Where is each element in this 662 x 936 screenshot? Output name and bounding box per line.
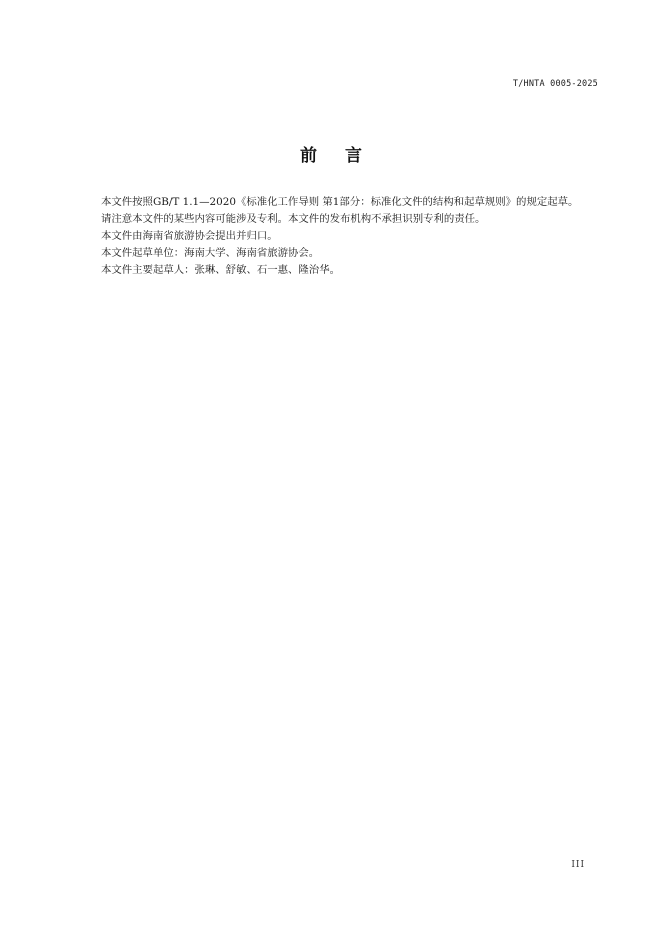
paragraph-drafting-rules: 本文件按照GB/T 1.1—2020《标准化工作导则 第1部分：标准化文件的结构和起草规则》的规定起草。 — [101, 196, 579, 208]
paragraph-patent-notice: 请注意本文件的某些内容可能涉及专利。本文件的发布机构不承担识别专利的责任。 — [101, 213, 486, 225]
paragraph-drafters: 本文件主要起草人：张琳、舒敏、石一惠、隆治华。 — [101, 264, 340, 276]
page-number: III — [571, 860, 585, 870]
page-title: 前言 — [300, 146, 390, 166]
foreword-body — [80, 194, 600, 279]
standard-code: T/HNTA 0005-2025 — [512, 79, 598, 89]
paragraph-drafting-units: 本文件起草单位：海南大学、海南省旅游协会。 — [101, 247, 320, 259]
paragraph-proposer: 本文件由海南省旅游协会提出并归口。 — [101, 230, 278, 242]
